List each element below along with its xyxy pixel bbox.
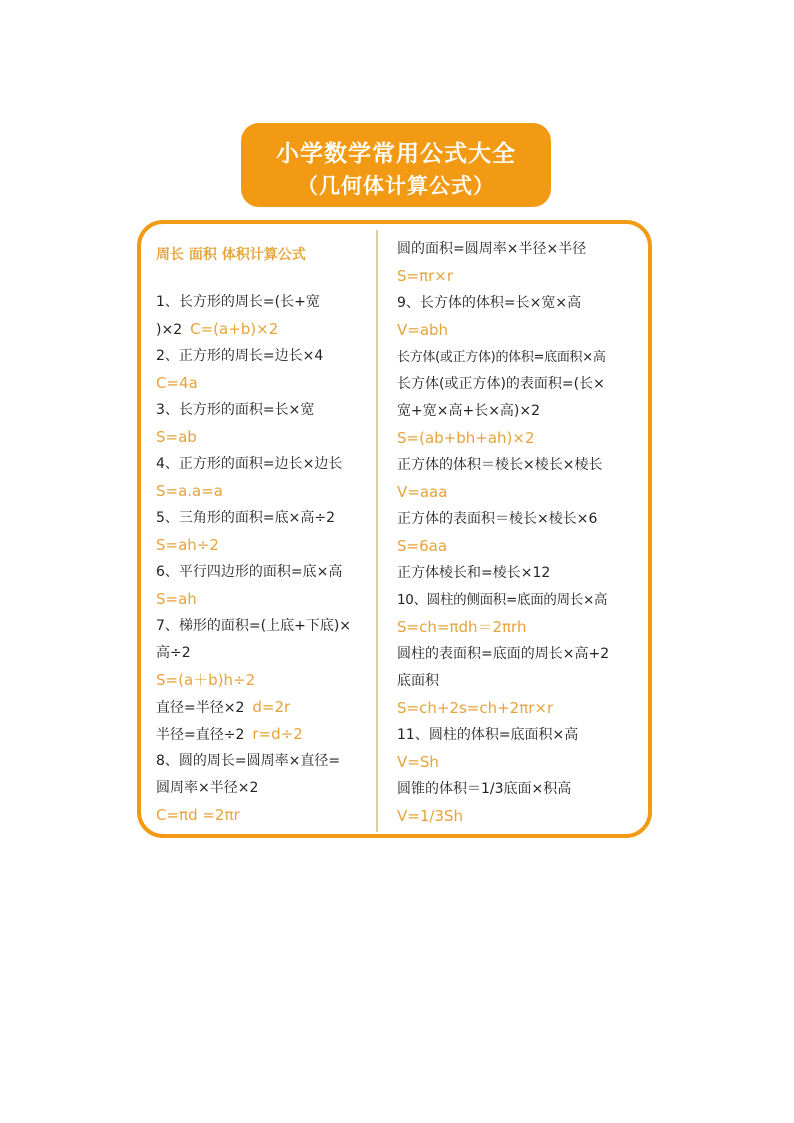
formula-line: 圆周率×半径×2 xyxy=(156,780,259,796)
formula-text: )×2 xyxy=(156,322,183,338)
formula-expression: V=Sh xyxy=(397,753,439,771)
formula-line: 正方体的体积＝棱长×棱长×棱长 xyxy=(397,457,603,473)
formula-expression: V=aaa xyxy=(397,483,448,501)
formula-line: 4、正方形的面积=边长×边长 xyxy=(156,456,343,472)
formula-expression: S=(a＋b)h÷2 xyxy=(156,671,256,689)
formula-expression: S=a.a=a xyxy=(156,482,224,500)
right-column xyxy=(397,236,647,830)
formula-expression: V=1/3Sh xyxy=(397,807,463,825)
formula-expression: C=(a+b)×2 xyxy=(190,320,279,338)
formula-text: 直径=半径×2 xyxy=(156,700,245,716)
formula-line: 5、三角形的面积=底×高÷2 xyxy=(156,510,336,526)
formula-text: 半径=直径÷2 xyxy=(156,727,245,743)
formula-expression: S=ch+2s=ch+2πr×r xyxy=(397,699,554,717)
formula-expression: C=4a xyxy=(156,374,198,392)
formula-expression: S=ah÷2 xyxy=(156,536,219,554)
formula-line: 底面积 xyxy=(397,673,439,689)
formula-line: 正方体棱长和=棱长×12 xyxy=(397,565,551,581)
formula-line: 高÷2 xyxy=(156,645,191,661)
formula-line: 圆锥的体积＝1/3底面×积高 xyxy=(397,781,572,797)
formula-line: 7、梯形的面积=(上底+下底)× xyxy=(156,618,352,634)
formula-expression: S=ab xyxy=(156,428,197,446)
formula-expression: C=πd =2πr xyxy=(156,806,240,824)
formula-line: 长方体(或正方体)的表面积=(长× xyxy=(397,376,605,392)
formula-line xyxy=(156,721,372,748)
formula-expression: S=ch=πdh＝2πrh xyxy=(397,618,527,636)
formula-expression: S=πr×r xyxy=(397,267,454,285)
formula-line: 正方体的表面积＝棱长×棱长×6 xyxy=(397,511,598,527)
formula-expression: S=(ab+bh+ah)×2 xyxy=(397,429,535,447)
formula-line: 9、长方体的体积=长×宽×高 xyxy=(397,295,582,311)
formula-expression: r=d÷2 xyxy=(252,725,303,743)
formula-line: 10、圆柱的侧面积=底面的周长×高 xyxy=(397,592,608,608)
formula-line: 长方体(或正方体)的体积=底面积×高 xyxy=(397,350,606,365)
page-title: 小学数学常用公式大全 xyxy=(276,141,516,167)
formula-line: 11、圆柱的体积=底面积×高 xyxy=(397,727,579,743)
formula-expression: S=6aa xyxy=(397,537,448,555)
left-column xyxy=(156,245,372,829)
formula-line: 宽+宽×高+长×高)×2 xyxy=(397,403,541,419)
formula-expression: d=2r xyxy=(252,698,291,716)
formula-expression: V=abh xyxy=(397,321,449,339)
section-heading: 周长 面积 体积计算公式 xyxy=(156,247,306,263)
formula-line: 6、平行四边形的面积=底×高 xyxy=(156,564,343,580)
page-subtitle: （几何体计算公式） xyxy=(297,174,495,198)
formula-line xyxy=(156,316,372,343)
column-divider xyxy=(376,230,378,832)
formula-line: 圆柱的表面积=底面的周长×高+2 xyxy=(397,646,610,662)
title-banner xyxy=(241,123,551,207)
formula-line: 2、正方形的周长=边长×4 xyxy=(156,348,324,364)
formula-line: 8、圆的周长=圆周率×直径= xyxy=(156,753,341,769)
formula-expression: S=ah xyxy=(156,590,197,608)
formula-line: 圆的面积=圆周率×半径×半径 xyxy=(397,241,587,257)
formula-line xyxy=(156,694,372,721)
formula-line: 1、长方形的周长=(长+宽 xyxy=(156,294,320,310)
formula-line: 3、长方形的面积=长×宽 xyxy=(156,402,315,418)
